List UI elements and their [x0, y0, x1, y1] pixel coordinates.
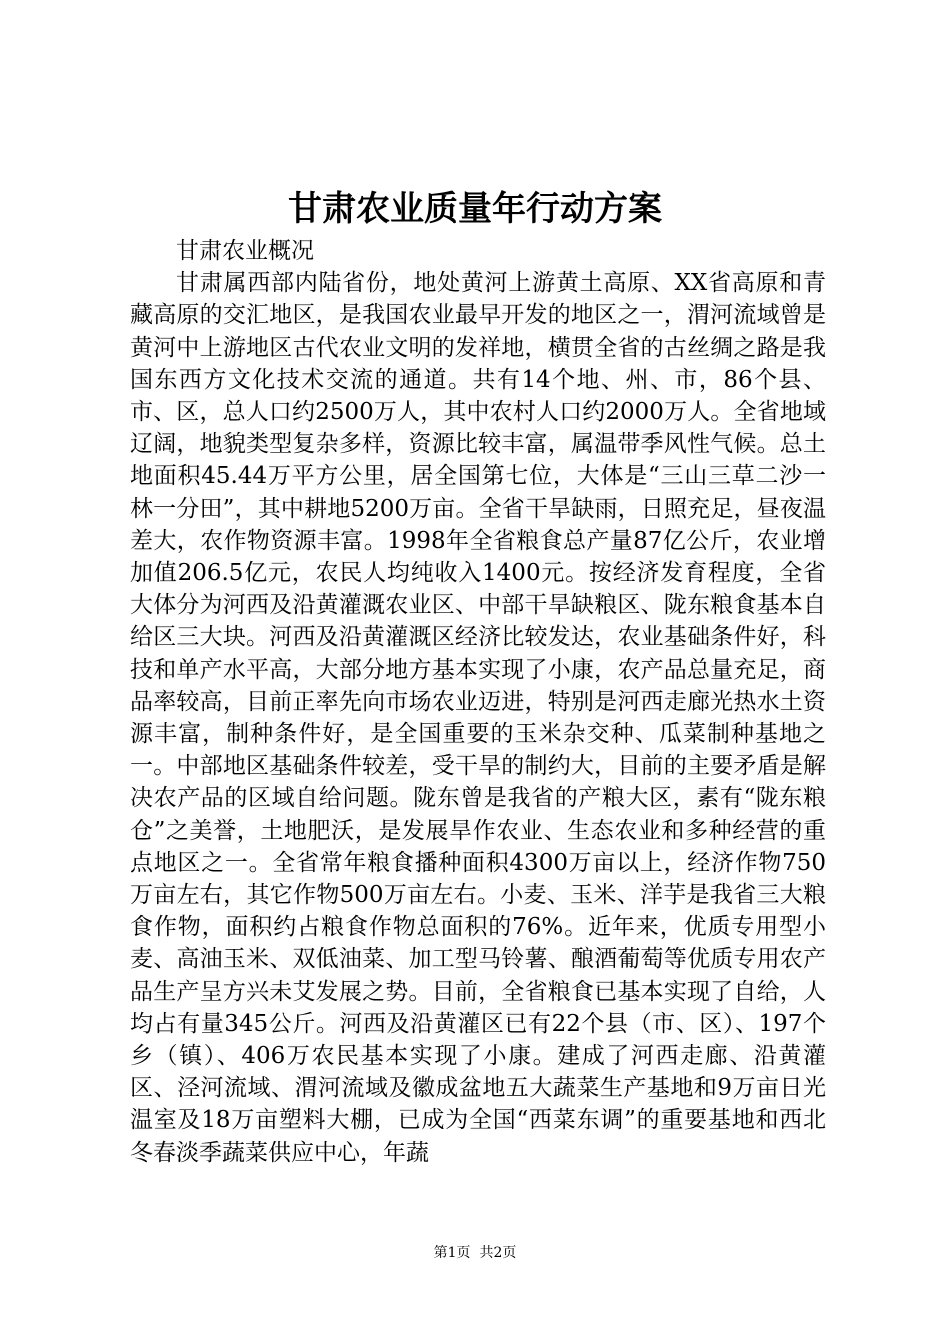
page-number-current: 第1页 [433, 1245, 471, 1261]
page-number-total: 共2页 [479, 1245, 517, 1261]
page-footer [0, 1243, 950, 1263]
section-heading: 甘肃农业概况 [176, 238, 314, 264]
document-body [130, 235, 826, 1169]
document-title: 甘肃农业质量年行动方案 [288, 189, 662, 229]
body-paragraph: 甘肃属西部内陆省份，地处黄河上游黄土高原、XX省高原和青藏高原的交汇地区，是我国农业最早开发的地区之一，渭河流域曾是黄河中上游地区古代农业文明的发祥地，横贯全省的古丝绸之路是我国东西方文化技术交流的通道。共有14个地、州、市，86个县、市、区，总人口约2500万人，其中农村人口约2000万人。全省地域辽阔，地貌类型复杂多样，资源比较丰富，属温带季风性气候。总土地面积45.44万平方公里，居全国第七位，大体是“三山三草二沙一林一分田”，其中耕地5200万亩。全省干旱缺雨，日照充足，昼夜温差大，农作物资源丰富。1998年全省粮食总产量87亿公斤，农业增加值206.5亿元，农民人均纯收入1400元。按经济发育程度，全省大体分为河西及沿黄灌溉农业区、中部干旱缺粮区、陇东粮食基本自给区三大块。河西及沿黄灌溉区经济比较发达，农业基础条件好，科技和单产水平高，大部分地方基本实现了小康，农产品总量充足，商品率较高，目前正率先向市场农业迈进，特别是河西走廊光热水土资源丰富，制种条件好，是全国重要的玉米杂交种、瓜菜制种基地之一。中部地区基础条件较差，受干旱的制约大，目前的主要矛盾是解决农产品的区域自给问题。陇东曾是我省的产粮大区，素有“陇东粮仓”之美誉，土地肥沃，是发展旱作农业、生态农业和多种经营的重点地区之一。全省常年粮食播种面积4300万亩以上，经济作物750万亩左右，其它作物500万亩左右。小麦、玉米、洋芋是我省三大粮食作物，面积约占粮食作物总面积的76%。近年来，优质专用型小麦、高油玉米、双低油菜、加工型马铃薯、酿酒葡萄等优质专用农产品生产呈方兴未艾发展之势。目前，全省粮食已基本实现了自给，人均占有量345公斤。河西及沿黄灌区已有22个县（市、区）、197个乡（镇）、406万农民基本实现了小康。建成了河西走廊、沿黄灌区、泾河流域、渭河流域及徽成盆地五大蔬菜生产基地和9万亩日光温室及18万亩塑料大棚，已成为全国“西菜东调”的重要基地和西北冬春淡季蔬菜供应中心，年蔬 [130, 270, 826, 1166]
